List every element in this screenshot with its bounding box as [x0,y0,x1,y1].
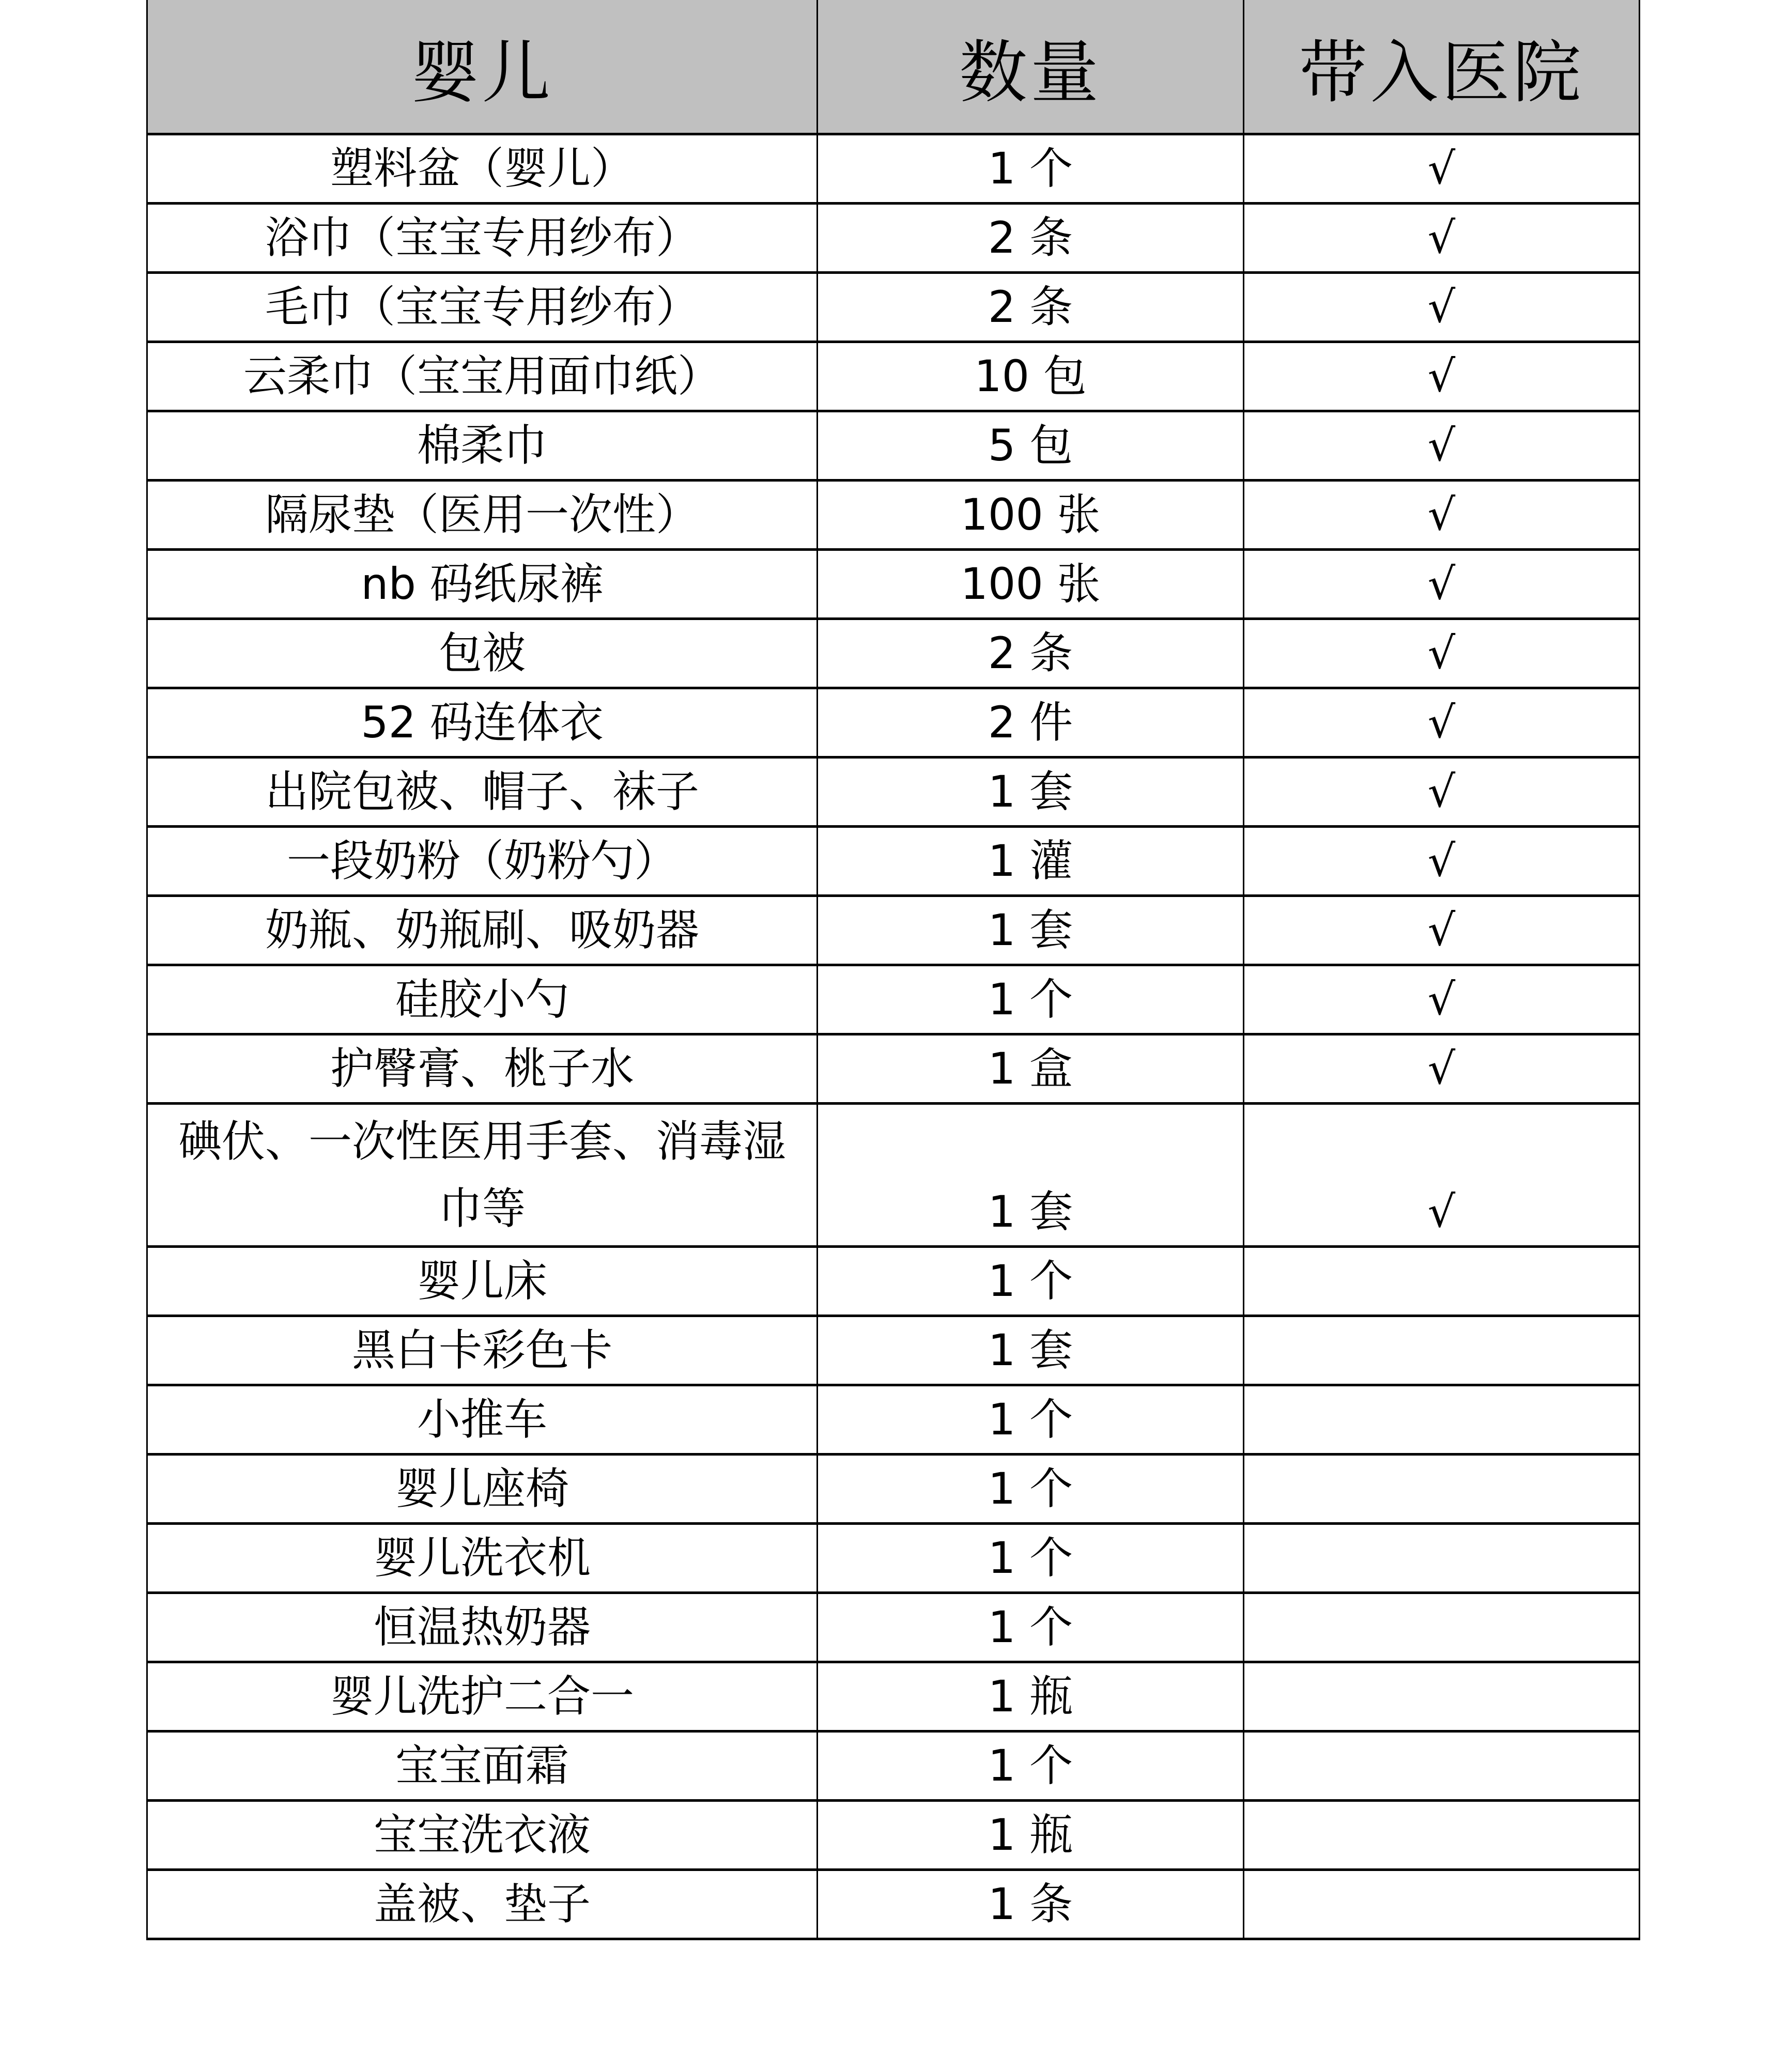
item-cell: 宝宝洗衣液 [147,1801,818,1870]
bring-to-hospital-cell [1244,1247,1640,1316]
bring-to-hospital-cell [1244,1593,1640,1662]
item-cell: 宝宝面霜 [147,1731,818,1801]
quantity-cell: 2 条 [818,204,1244,273]
quantity-cell: 1 个 [818,965,1244,1034]
item-cell: 棉柔巾 [147,411,818,481]
item-cell: 52 码连体衣 [147,688,818,757]
item-cell: 黑白卡彩色卡 [147,1316,818,1385]
checkmark-icon: √ [1244,1034,1640,1104]
table-row [147,134,1640,204]
quantity-cell: 10 包 [818,342,1244,411]
bring-to-hospital-cell [1244,1316,1640,1385]
checkmark-icon: √ [1244,134,1640,204]
table-row [147,1316,1640,1385]
checkmark-icon: √ [1244,481,1640,550]
item-cell: 盖被、垫子 [147,1870,818,1939]
table-row [147,411,1640,481]
quantity-cell: 1 灌 [818,827,1244,896]
quantity-cell: 1 瓶 [818,1662,1244,1731]
quantity-cell: 1 个 [818,1247,1244,1316]
table-row [147,1455,1640,1524]
table-row [147,1870,1640,1939]
item-cell: 护臀膏、桃子水 [147,1034,818,1104]
item-cell: 塑料盆（婴儿） [147,134,818,204]
header-item: 婴儿 [147,0,818,134]
table-row [147,619,1640,688]
table-row [147,1731,1640,1801]
table-row [147,827,1640,896]
item-cell: 碘伏、一次性医用手套、消毒湿巾等 [147,1104,818,1247]
table-row [147,757,1640,827]
table-row [147,1034,1640,1104]
item-cell: 云柔巾（宝宝用面巾纸） [147,342,818,411]
quantity-cell: 100 张 [818,481,1244,550]
checkmark-icon: √ [1244,204,1640,273]
bring-to-hospital-cell [1244,1385,1640,1455]
quantity-cell: 1 个 [818,1593,1244,1662]
quantity-cell: 100 张 [818,550,1244,619]
item-cell: 婴儿座椅 [147,1455,818,1524]
quantity-cell: 1 个 [818,1455,1244,1524]
bring-to-hospital-cell [1244,1731,1640,1801]
quantity-cell: 1 个 [818,134,1244,204]
header-quantity: 数量 [818,0,1244,134]
bring-to-hospital-cell [1244,1801,1640,1870]
quantity-cell: 1 套 [818,896,1244,965]
baby-items-table [146,0,1640,1940]
bring-to-hospital-cell [1244,1455,1640,1524]
table-row [147,273,1640,342]
quantity-cell: 1 个 [818,1524,1244,1593]
item-cell: 出院包被、帽子、袜子 [147,757,818,827]
checkmark-icon: √ [1244,619,1640,688]
item-cell: 硅胶小勺 [147,965,818,1034]
quantity-cell: 2 条 [818,619,1244,688]
header-row [147,0,1640,134]
item-cell: 恒温热奶器 [147,1593,818,1662]
table-row [147,896,1640,965]
item-cell: 隔尿垫（医用一次性） [147,481,818,550]
table-row [147,1801,1640,1870]
item-cell: 一段奶粉（奶粉勺） [147,827,818,896]
table-row [147,1247,1640,1316]
checkmark-icon: √ [1244,688,1640,757]
table-row [147,1524,1640,1593]
quantity-cell: 1 套 [818,1104,1244,1247]
quantity-cell: 1 个 [818,1385,1244,1455]
item-cell: 奶瓶、奶瓶刷、吸奶器 [147,896,818,965]
item-cell: 浴巾（宝宝专用纱布） [147,204,818,273]
baby-checklist-sheet [146,0,1639,1940]
checkmark-icon: √ [1244,1104,1640,1247]
checkmark-icon: √ [1244,411,1640,481]
checkmark-icon: √ [1244,757,1640,827]
quantity-cell: 2 件 [818,688,1244,757]
quantity-cell: 2 条 [818,273,1244,342]
quantity-cell: 1 套 [818,757,1244,827]
table-row [147,1104,1640,1247]
quantity-cell: 1 瓶 [818,1801,1244,1870]
header-bring-to-hospital: 带入医院 [1244,0,1640,134]
checkmark-icon: √ [1244,342,1640,411]
checkmark-icon: √ [1244,896,1640,965]
bring-to-hospital-cell [1244,1524,1640,1593]
table-row [147,550,1640,619]
quantity-cell: 5 包 [818,411,1244,481]
table-row [147,1385,1640,1455]
item-cell: 包被 [147,619,818,688]
quantity-cell: 1 条 [818,1870,1244,1939]
table-row [147,1593,1640,1662]
item-cell: 婴儿床 [147,1247,818,1316]
item-cell: 毛巾（宝宝专用纱布） [147,273,818,342]
quantity-cell: 1 盒 [818,1034,1244,1104]
table-row [147,481,1640,550]
table-row [147,204,1640,273]
bring-to-hospital-cell [1244,1662,1640,1731]
table-row [147,688,1640,757]
item-cell: 小推车 [147,1385,818,1455]
bring-to-hospital-cell [1244,1870,1640,1939]
quantity-cell: 1 套 [818,1316,1244,1385]
item-cell: 婴儿洗衣机 [147,1524,818,1593]
checkmark-icon: √ [1244,965,1640,1034]
checkmark-icon: √ [1244,550,1640,619]
item-cell: nb 码纸尿裤 [147,550,818,619]
item-cell: 婴儿洗护二合一 [147,1662,818,1731]
checkmark-icon: √ [1244,827,1640,896]
table-row [147,1662,1640,1731]
checkmark-icon: √ [1244,273,1640,342]
table-row [147,342,1640,411]
quantity-cell: 1 个 [818,1731,1244,1801]
table-row [147,965,1640,1034]
